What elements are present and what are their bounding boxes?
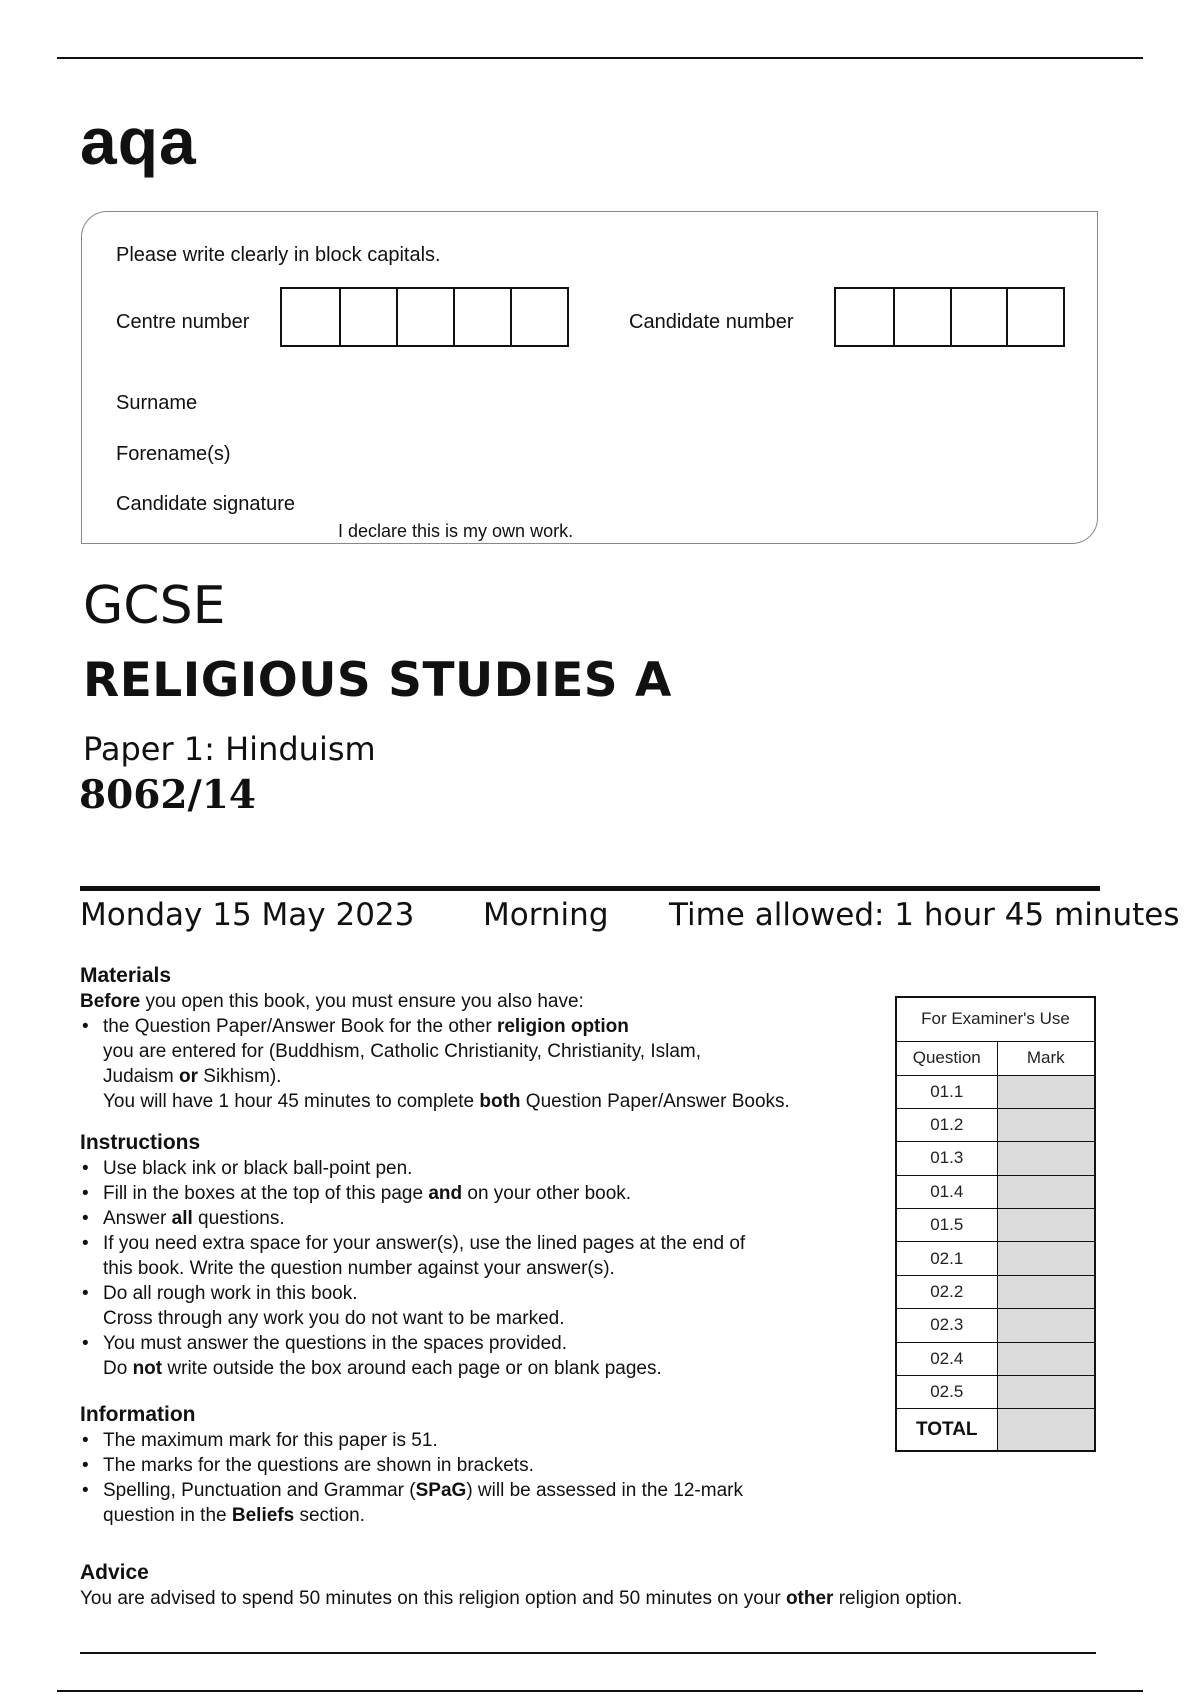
list-item: • The marks for the questions are shown in brackets. (80, 1453, 900, 1478)
examiner-table-rows (896, 1075, 1095, 1409)
column-header-question: Question (896, 1041, 997, 1075)
examiner-table-title: For Examiner's Use (896, 997, 1095, 1041)
table-row (896, 1342, 1095, 1375)
information-line: question in the Beliefs section. (103, 1505, 365, 1526)
examiner-use-table (895, 996, 1096, 1452)
paper-title: Paper 1: Hinduism (83, 730, 376, 768)
table-row (896, 1275, 1095, 1308)
question-number-cell: 01.5 (896, 1209, 997, 1242)
candidate-number-box[interactable] (1006, 289, 1063, 345)
table-row (896, 1209, 1095, 1242)
table-row (896, 1376, 1095, 1409)
qualification-level: GCSE (83, 576, 226, 636)
total-label: TOTAL (896, 1409, 997, 1451)
advice-rule (80, 1652, 1096, 1654)
materials-line: Judaism or Sikhism). (103, 1066, 282, 1087)
list-item: • Answer all questions. (80, 1206, 900, 1231)
question-number-cell: 01.3 (896, 1142, 997, 1175)
instructions-heading: Instructions (80, 1131, 201, 1154)
mark-cell (997, 1342, 1095, 1375)
centre-number-box[interactable] (339, 289, 396, 345)
instruction-line: Do not write outside the box around each page or on blank pages. (103, 1358, 662, 1379)
centre-number-box[interactable] (510, 289, 567, 345)
candidate-number-box[interactable] (836, 289, 893, 345)
materials-line: You will have 1 hour 45 minutes to complete both Question Paper/Answer Books. (103, 1091, 790, 1112)
question-number-cell: 02.1 (896, 1242, 997, 1275)
advice-heading: Advice (80, 1561, 149, 1584)
candidate-number-label: Candidate number (629, 311, 794, 333)
signature-label: Candidate signature (116, 493, 296, 515)
forename-label: Forename(s) (116, 443, 231, 465)
centre-number-boxes[interactable] (280, 287, 569, 347)
list-item: • You must answer the questions in the spaces provided. (80, 1331, 900, 1356)
list-item: • the Question Paper/Answer Book for the other religion option (80, 1014, 900, 1039)
table-row (896, 1142, 1095, 1175)
question-number-cell: 02.5 (896, 1376, 997, 1409)
mark-cell (997, 1175, 1095, 1208)
mark-cell (997, 1309, 1095, 1342)
top-rule (57, 57, 1143, 59)
list-item: • Fill in the boxes at the top of this page and on your other book. (80, 1181, 900, 1206)
table-row (896, 1242, 1095, 1275)
paper-code: 8062/14 (79, 772, 257, 818)
exam-date: Monday 15 May 2023 (80, 897, 415, 933)
question-number-cell: 01.2 (896, 1108, 997, 1141)
question-number-cell: 01.4 (896, 1175, 997, 1208)
mark-cell (997, 1142, 1095, 1175)
list-item: • Use black ink or black ball-point pen. (80, 1156, 900, 1181)
information-heading: Information (80, 1403, 196, 1426)
session-rule (80, 886, 1100, 891)
candidate-number-boxes[interactable] (834, 287, 1065, 347)
question-number-cell: 02.3 (896, 1309, 997, 1342)
aqa-logo: aqa (80, 104, 197, 178)
mark-cell (997, 1376, 1095, 1409)
centre-number-box[interactable] (453, 289, 510, 345)
candidate-number-box[interactable] (950, 289, 1007, 345)
mark-cell (997, 1209, 1095, 1242)
table-row (896, 1309, 1095, 1342)
instruction-line: Cross through any work you do not want to be marked. (103, 1308, 565, 1329)
mark-cell (997, 1075, 1095, 1108)
instructions-section (80, 1130, 900, 1381)
list-item: • If you need extra space for your answer(s), use the lined pages at the end of (80, 1231, 900, 1256)
list-item: • Spelling, Punctuation and Grammar (SPaG) will be assessed in the 12-mark (80, 1478, 900, 1503)
table-row (896, 1175, 1095, 1208)
advice-section (80, 1560, 1120, 1611)
instruction-line: this book. Write the question number against your answer(s). (103, 1258, 615, 1279)
declaration-text: I declare this is my own work. (338, 521, 574, 541)
question-number-cell: 01.1 (896, 1075, 997, 1108)
column-header-mark: Mark (997, 1041, 1095, 1075)
mark-cell (997, 1242, 1095, 1275)
mark-cell (997, 1275, 1095, 1308)
information-section (80, 1402, 900, 1528)
materials-intro: Before you open this book, you must ensure you also have: (80, 991, 584, 1012)
bottom-rule (57, 1690, 1143, 1692)
table-row (896, 1075, 1095, 1108)
materials-section (80, 963, 900, 1114)
block-capitals-instruction: Please write clearly in block capitals. (116, 244, 441, 266)
materials-heading: Materials (80, 964, 172, 987)
total-mark-cell (997, 1409, 1095, 1451)
surname-label: Surname (116, 392, 198, 414)
centre-number-box[interactable] (282, 289, 339, 345)
subject-title: RELIGIOUS STUDIES A (83, 653, 672, 708)
question-number-cell: 02.4 (896, 1342, 997, 1375)
advice-text: You are advised to spend 50 minutes on this religion option and 50 minutes on your other religion option. (80, 1588, 963, 1609)
list-item: • The maximum mark for this paper is 51. (80, 1428, 900, 1453)
centre-number-label: Centre number (116, 311, 250, 333)
list-item: • Do all rough work in this book. (80, 1281, 900, 1306)
time-allowed: Time allowed: 1 hour 45 minutes (669, 897, 1180, 933)
materials-line: you are entered for (Buddhism, Catholic Christianity, Christianity, Islam, (103, 1041, 702, 1062)
centre-number-box[interactable] (396, 289, 453, 345)
mark-cell (997, 1108, 1095, 1141)
question-number-cell: 02.2 (896, 1275, 997, 1308)
table-row (896, 1108, 1095, 1141)
candidate-number-box[interactable] (893, 289, 950, 345)
exam-session: Morning (483, 897, 609, 933)
